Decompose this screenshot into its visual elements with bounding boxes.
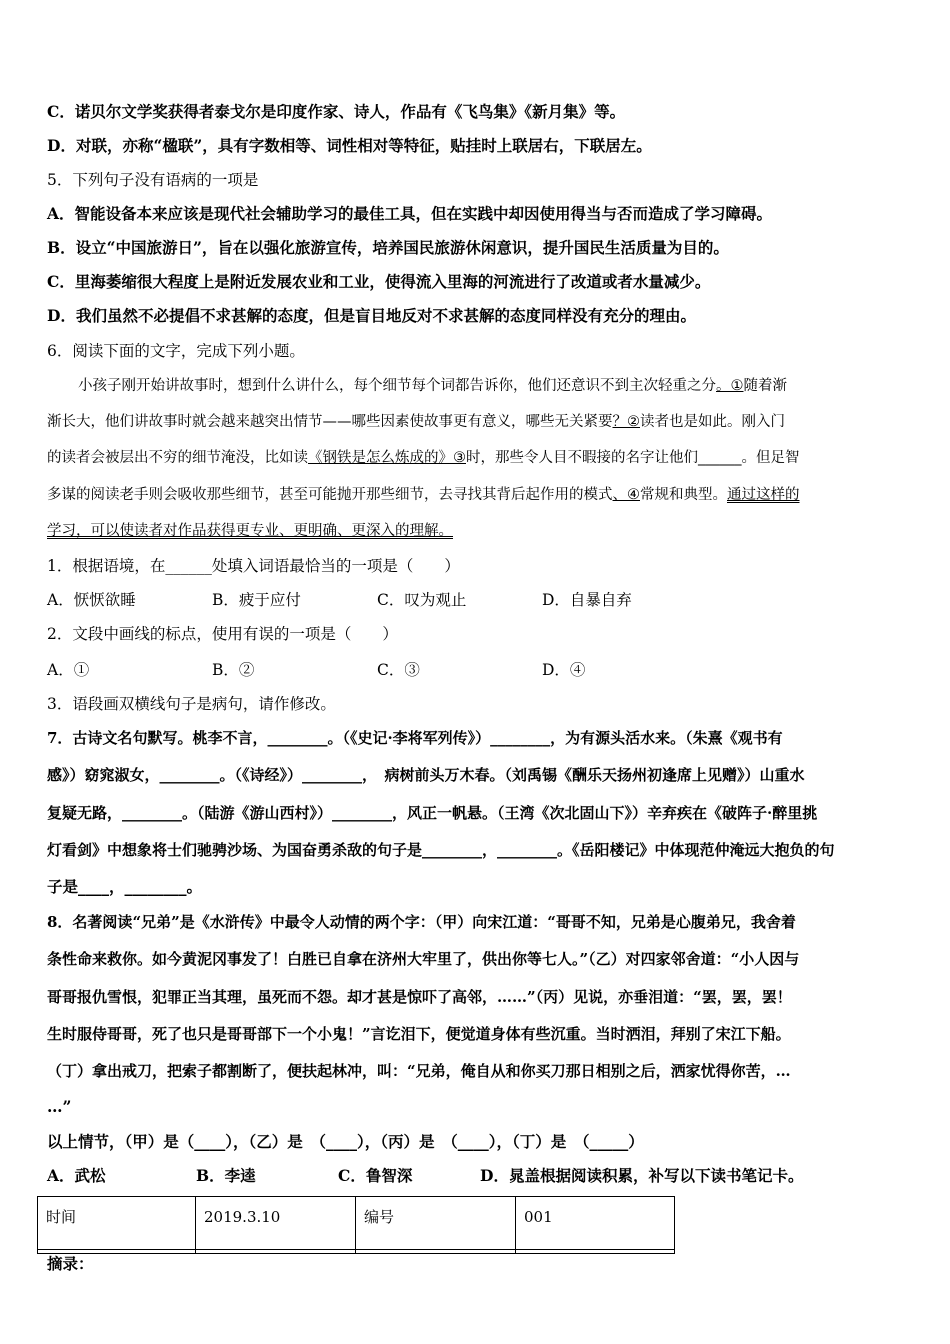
q5-option-a: A．智能设备本来应该是现代社会辅助学习的最佳工具，但在实践中却因使用得当与否而造成了学习障碍。 bbox=[47, 204, 773, 223]
q6-stem: 6．阅读下面的文字，完成下列小题。 bbox=[47, 342, 305, 360]
q8-option-a: A．武松 bbox=[47, 1166, 106, 1185]
q5-stem: 5．下列句子没有语病的一项是 bbox=[47, 171, 259, 189]
passage-line-2 bbox=[47, 412, 785, 432]
q4-option-d: D．对联，亦称“楹联”，具有字数相等、词性相对等特征，贴挂时上联居右，下联居左。 bbox=[47, 136, 652, 155]
sub1-option-d: D．自暴自弃 bbox=[542, 591, 632, 609]
q8-line-7: 以上情节，（甲）是（____），（乙）是 （____），（丙）是 （____），（丁）是 （_____） bbox=[47, 1132, 644, 1151]
q8-line-5: （丁）拿出戒刀，把索子都割断了，便扶起林冲，叫：“兄弟，俺自从和你买刀那日相别之后，洒家忧得你苦，… bbox=[47, 1062, 791, 1080]
excerpt-label: 摘录： bbox=[47, 1254, 94, 1273]
underlined-punctuation: 《钢铁是怎么炼成的》③ bbox=[308, 450, 466, 466]
blank: ______ bbox=[698, 450, 742, 466]
time-label: 时间 bbox=[38, 1197, 196, 1254]
q8-line-1: 8．名著阅读“兄弟”是《水浒传》中最令人动情的两个字：（甲）向宋江道：“哥哥不知，兄弟是心腹弟兄，我舍着 bbox=[47, 913, 796, 931]
q7-line-2: 感》）窈窕淑女，________。（《诗经》）________， 病树前头万木春。（刘禹锡《酬乐天扬州初逢席上见赠》）山重水 bbox=[47, 766, 805, 784]
double-underlined-sentence: 通过这样的 bbox=[727, 487, 800, 503]
passage-text: 读者也是如此。刚入门 bbox=[640, 414, 785, 430]
q8-option-d: D．晁盖根据阅读积累，补写以下读书笔记卡。 bbox=[480, 1166, 804, 1185]
q8-line-3: 哥哥报仇雪恨，犯罪正当其理，虽死而不怨。却才甚是惊吓了高邻，……”（丙）见说，亦垂泪道：“罢，罢，罢！ bbox=[47, 988, 792, 1006]
q8-option-c: C．鲁智深 bbox=[338, 1166, 413, 1185]
q7-line-3: 复疑无路，________。（陆游《游山西村》）________，风正一帆悬。（王湾《次北固山下》）辛弃疾在《破阵子·醉里挑 bbox=[47, 804, 818, 822]
q8-option-b: B．李逵 bbox=[196, 1166, 256, 1185]
sub2-stem: 2．文段中画线的标点，使用有误的一项是（ ） bbox=[47, 625, 398, 643]
sub2-option-d: D．④ bbox=[542, 661, 586, 679]
passage-line-5 bbox=[47, 521, 453, 541]
sub2-option-c: C．③ bbox=[377, 661, 420, 679]
underlined-punctuation: ？② bbox=[612, 414, 640, 430]
q7-line-4: 灯看剑》中想象将士们驰骋沙场、为国奋勇杀敌的句子是________，________。《岳阳楼记》中体现范仲淹远大抱负的句 bbox=[47, 841, 835, 859]
passage-text: 。但足智 bbox=[741, 450, 800, 466]
q8-line-6: …” bbox=[47, 1097, 72, 1116]
sub3-stem: 3．语段画双横线句子是病句，请作修改。 bbox=[47, 695, 336, 713]
passage-line-1 bbox=[78, 376, 787, 396]
sub2-option-a: A．① bbox=[47, 661, 90, 679]
passage-text: 时，那些令人目不暇接的名字让他们 bbox=[466, 450, 698, 466]
id-value: 001 bbox=[516, 1197, 675, 1254]
q5-option-d: D．我们虽然不必提倡不求甚解的态度，但是盲目地反对不求甚解的态度同样没有充分的理由。 bbox=[47, 306, 696, 325]
passage-line-3 bbox=[47, 448, 800, 468]
q4-option-c: C．诺贝尔文学奖获得者泰戈尔是印度作家、诗人，作品有《飞鸟集》《新月集》等。 bbox=[47, 102, 626, 121]
sub1-option-a: A．恹恹欲睡 bbox=[47, 591, 136, 609]
double-underlined-sentence: 学习，可以使读者对作品获得更专业、更明确、更深入的理解。 bbox=[47, 523, 453, 539]
passage-text: 常规和典型。 bbox=[640, 487, 727, 503]
q8-line-2: 条性命来救你。如今黄泥冈事发了！白胜已自拿在济州大牢里了，供出你等七人。”（乙）对四家邻舍道：“小人因与 bbox=[47, 950, 800, 968]
underlined-punctuation: 、④ bbox=[612, 487, 640, 503]
q5-option-b: B．设立“中国旅游日”，旨在以强化旅游宣传，培养国民旅游休闲意识，提升国民生活质量为目的。 bbox=[47, 238, 729, 257]
id-label: 编号 bbox=[356, 1197, 516, 1254]
sub1-option-b: B．疲于应付 bbox=[212, 591, 301, 609]
q7-line-5: 子是____，________。 bbox=[47, 877, 203, 896]
time-value: 2019.3.10 bbox=[196, 1197, 356, 1254]
passage-line-4 bbox=[47, 485, 800, 505]
passage-text: 渐长大，他们讲故事时就会越来越突出情节——哪些因素使故事更有意义，哪些无关紧要 bbox=[47, 414, 613, 430]
reading-note-card bbox=[37, 1196, 675, 1254]
underlined-punctuation: 。① bbox=[716, 378, 744, 394]
sub1-stem: 1．根据语境，在______处填入词语最恰当的一项是（ ） bbox=[47, 557, 460, 575]
q8-line-4: 生时服侍哥哥，死了也只是哥哥部下一个小鬼！”言讫泪下，便觉道身体有些沉重。当时洒泪，拜别了宋江下船。 bbox=[47, 1025, 791, 1043]
sub1-option-c: C．叹为观止 bbox=[377, 591, 467, 609]
sub2-option-b: B．② bbox=[212, 661, 255, 679]
q5-option-c: C．里海萎缩很大程度上是附近发展农业和工业，使得流入里海的河流进行了改道或者水量减少。 bbox=[47, 272, 711, 291]
card-bottom-rule bbox=[37, 1249, 675, 1250]
passage-text: 小孩子刚开始讲故事时，想到什么讲什么，每个细节每个词都告诉你，他们还意识不到主次轻重之分 bbox=[78, 378, 716, 394]
passage-text: 的读者会被层出不穷的细节淹没，比如读 bbox=[47, 450, 308, 466]
passage-text: 多谋的阅读老手则会吸收那些细节，甚至可能抛开那些细节，去寻找其背后起作用的模式 bbox=[47, 487, 613, 503]
q7-line-1: 7．古诗文名句默写。桃李不言，________。（《史记·李将军列传》）________，为有源头活水来。（朱熹《观书有 bbox=[47, 729, 783, 747]
passage-text: 随着渐 bbox=[743, 378, 787, 394]
